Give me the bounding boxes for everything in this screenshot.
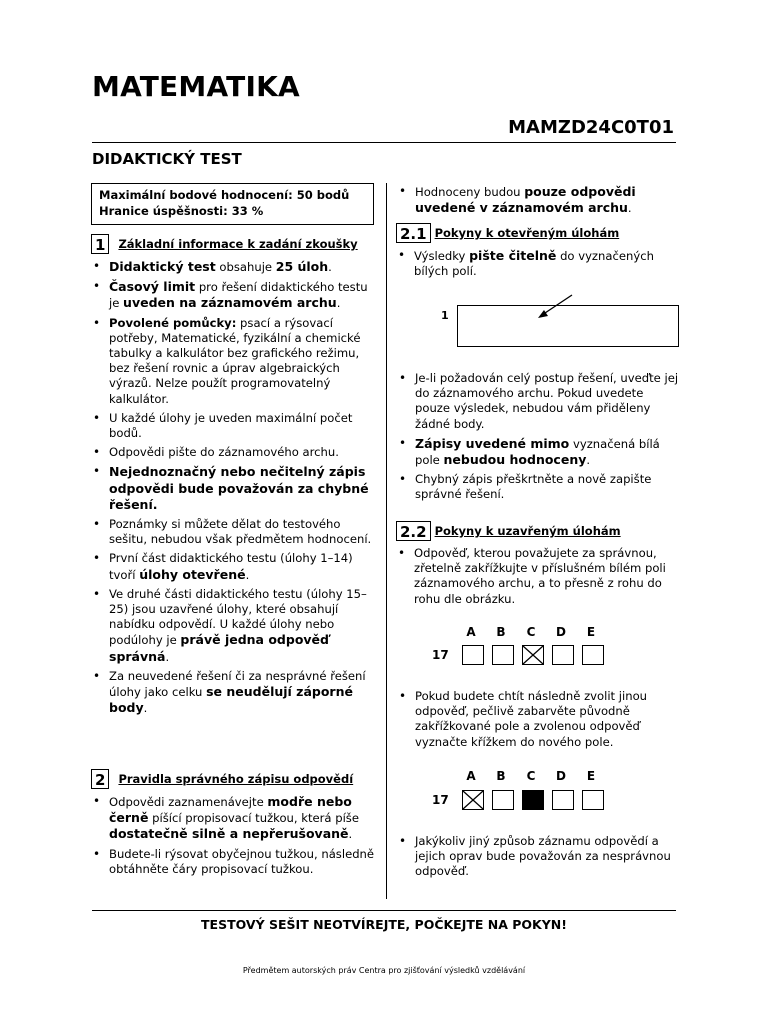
section-2-1-more xyxy=(397,371,682,507)
section-number: 2.1 xyxy=(396,223,431,243)
section-number: 2.2 xyxy=(396,521,431,541)
section-1-header xyxy=(91,234,376,254)
list-item: • Výsledky pište čitelně do vyznačených bílých polí. xyxy=(396,248,686,279)
option-box-b xyxy=(492,790,514,810)
list-item: • Časový limit pro řešení didaktického testu je uveden na záznamovém archu. xyxy=(91,279,376,311)
list-item: • Odpověď, kterou považujete za správnou, zřetelně zakřížkujte v příslušném bílém poli záznamového archu, a to přesně z rohu do rohu dle obrázku. xyxy=(396,546,686,607)
option-box-a xyxy=(462,645,484,665)
list-item: • Pokud budete chtít následně zvolit jinou odpověď, pečlivě zabarvěte původně zakřížkované pole a zvolenou odpověď vyznačte křížkem do nového pole. xyxy=(397,689,682,750)
list-item: • Budete-li rýsovat obyčejnou tužkou, následně obtáhněte čáry propisovací tužkou. xyxy=(91,847,376,877)
column-divider xyxy=(386,183,387,899)
list-item: • Nejednoznačný nebo nečitelný zápis odpovědi bude považován za chybné řešení. xyxy=(91,464,376,513)
copyright-note: Předmětem autorských práv Centra pro zjišťování výsledků vzdělávání xyxy=(242,966,526,975)
section-2-2-header xyxy=(396,521,686,541)
list-item: • Za neuvedené řešení či za nesprávné řešení úlohy jako celku se neudělují záporné body. xyxy=(91,669,376,717)
section-2-list xyxy=(91,794,376,877)
section-title: Pokyny k otevřeným úlohám xyxy=(434,226,620,240)
option-box-e xyxy=(582,790,604,810)
list-item: • První část didaktického testu (úlohy 1–14) tvoří úlohy otevřené. xyxy=(91,551,376,582)
list-item: • Didaktický test obsahuje 25 úloh. xyxy=(91,259,376,275)
section-2-2-list-2 xyxy=(397,689,682,750)
option-letters: A B C D E xyxy=(466,625,596,639)
right-top-list xyxy=(397,184,682,216)
option-box-b xyxy=(492,645,514,665)
list-item: • Odpovědi zaznamenávejte modře nebo černě píšící propisovací tužkou, která píše dostatečně silně a nepřerušovaně. xyxy=(91,794,376,843)
section-1-list xyxy=(91,259,376,716)
option-box-c-crossed xyxy=(522,645,544,665)
example-grid-1 xyxy=(456,625,606,639)
score-box xyxy=(91,183,374,225)
bottom-divider xyxy=(92,910,676,911)
right-top xyxy=(397,184,682,220)
list-item: • Jakýkoliv jiný způsob záznamu odpovědí a jejich oprav bude považován za nesprávnou odpověď. xyxy=(397,834,682,880)
list-item: • Chybný zápis přeškrtněte a nově zapište správné řešení. xyxy=(397,472,682,502)
example-number: 1 xyxy=(441,309,449,322)
max-score: Maximální bodové hodnocení: 50 bodů xyxy=(99,188,350,202)
section-2-2-list-3 xyxy=(397,834,682,880)
test-code: MAMZD24C0T01 xyxy=(508,117,674,138)
list-item: • Hodnoceny budou pouze odpovědi uvedené v záznamovém archu. xyxy=(397,184,682,216)
row-number: 17 xyxy=(432,648,449,662)
section-2 xyxy=(91,769,376,881)
section-2-2-more xyxy=(397,689,682,754)
test-subtitle: DIDAKTICKÝ TEST xyxy=(92,150,242,168)
section-title: Pokyny k uzavřeným úlohám xyxy=(434,524,621,538)
section-2-2 xyxy=(396,521,686,611)
option-letters: A B C D E xyxy=(466,769,596,783)
section-number: 2 xyxy=(91,769,109,789)
section-number: 1 xyxy=(91,234,109,254)
section-2-1-list-2 xyxy=(397,371,682,503)
section-2-1 xyxy=(396,223,686,283)
list-item: • Poznámky si můžete dělat do testového sešitu, nebudou však předmětem hodnocení. xyxy=(91,517,376,547)
list-item: • Je-li požadován celý postup řešení, uveďte jej do záznamového archu. Pokud uvedete pouze výsledek, nebudou vám přiděleny žádné body. xyxy=(397,371,682,432)
list-item: • U každé úlohy je uveden maximální počet bodů. xyxy=(91,411,376,441)
section-title: Základní informace k zadání zkoušky xyxy=(118,237,358,251)
section-title: Pravidla správného zápisu odpovědí xyxy=(118,772,354,786)
section-2-1-list xyxy=(396,248,686,279)
list-item: • Ve druhé části didaktického testu (úlohy 15–25) jsou uzavřené úlohy, které obsahují nabídku odpovědí. U každé úlohy nebo podúlohy je právě jedna odpověď správná. xyxy=(91,587,376,665)
bottom-notice: TESTOVÝ SEŠIT NEOTVÍREJTE, POČKEJTE NA POKYN! xyxy=(201,917,567,932)
section-2-header xyxy=(91,769,376,789)
left-column xyxy=(91,234,376,720)
list-item: • Zápisy uvedené mimo vyznačená bílá pole nebudou hodnoceny. xyxy=(397,436,682,468)
option-box-e xyxy=(582,645,604,665)
example-row-1 xyxy=(432,645,612,665)
example-answer-field xyxy=(457,305,679,347)
row-number: 17 xyxy=(432,793,449,807)
pass-threshold: Hranice úspěšnosti: 33 % xyxy=(99,204,264,218)
option-box-d xyxy=(552,790,574,810)
list-item: • Povolené pomůcky: psací a rýsovací potřeby, Matematické, fyzikální a chemické tabulky a kalkulátor bez grafického režimu, bez řešení rovnic a úprav algebraických výrazů. Nelze použít programovatelný kalkulátor. xyxy=(91,316,376,407)
list-item: • Odpovědi pište do záznamového archu. xyxy=(91,445,376,460)
option-box-c-filled xyxy=(522,790,544,810)
option-box-a-crossed xyxy=(462,790,484,810)
section-2-2-list xyxy=(396,546,686,607)
option-box-d xyxy=(552,645,574,665)
example-row-2 xyxy=(432,790,612,810)
section-2-1-header xyxy=(396,223,686,243)
top-divider xyxy=(92,142,676,143)
page-title: MATEMATIKA xyxy=(92,70,300,103)
example-grid-2 xyxy=(456,769,606,783)
section-2-2-end xyxy=(397,834,682,884)
